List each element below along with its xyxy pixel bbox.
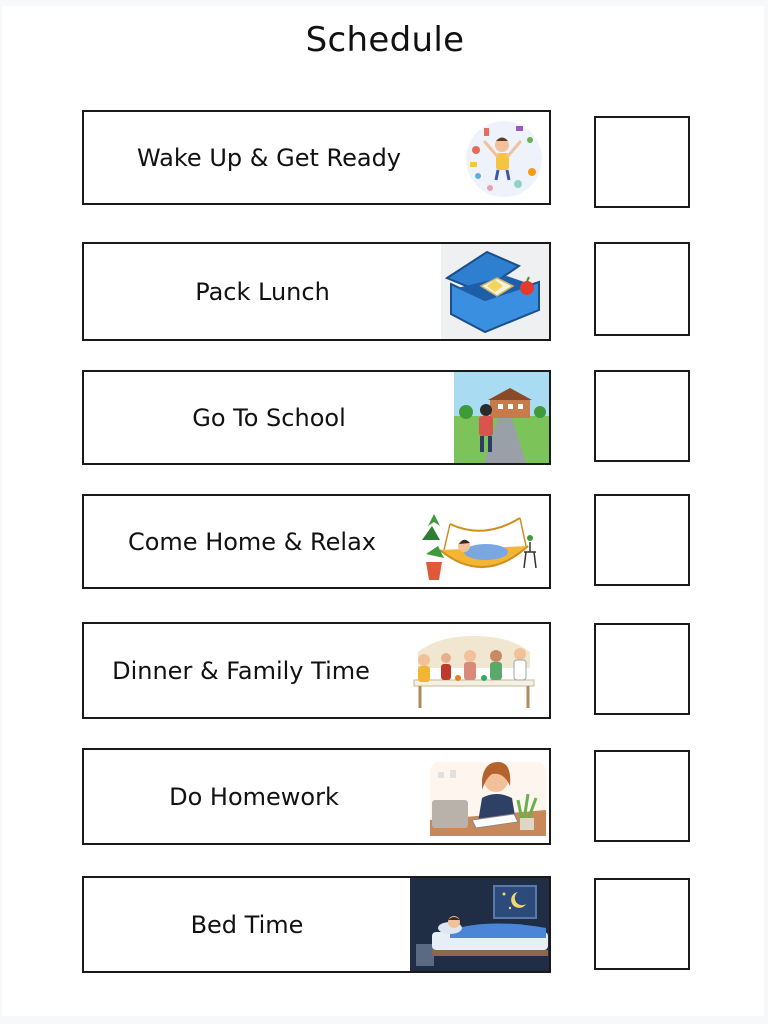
page-title: Schedule (305, 20, 465, 60)
task-label: Come Home & Relax (127, 527, 376, 556)
lunchbox-illustration (441, 244, 551, 339)
morning-routine-illustration (454, 112, 549, 203)
task-card-come-home-relax (82, 494, 551, 589)
task-checkbox-wake-up[interactable] (594, 116, 690, 208)
schedule-page (2, 6, 764, 1016)
task-checkbox-homework[interactable] (594, 750, 690, 842)
task-checkbox-come-home-relax[interactable] (594, 494, 690, 586)
hammock-relax-illustration (420, 496, 549, 587)
task-label: Go To School (192, 403, 346, 432)
task-card-bed-time (82, 876, 551, 973)
task-card-wake-up (82, 110, 551, 205)
homework-desk-illustration (424, 750, 549, 843)
task-checkbox-dinner-family[interactable] (594, 623, 690, 715)
task-checkbox-bed-time[interactable] (594, 878, 690, 970)
task-label: Bed Time (190, 910, 304, 939)
task-checkbox-go-to-school[interactable] (594, 370, 690, 462)
task-card-homework (82, 748, 551, 845)
task-card-pack-lunch (82, 242, 551, 341)
task-label: Wake Up & Get Ready (136, 143, 402, 172)
task-label: Do Homework (169, 782, 339, 811)
bedtime-night-illustration (410, 878, 551, 971)
task-label: Dinner & Family Time (112, 656, 370, 685)
task-card-dinner-family (82, 622, 551, 719)
family-dinner-illustration (398, 624, 549, 717)
task-card-go-to-school (82, 370, 551, 465)
task-checkbox-pack-lunch[interactable] (594, 242, 690, 336)
task-label: Pack Lunch (195, 277, 330, 306)
school-walk-illustration (454, 372, 549, 463)
